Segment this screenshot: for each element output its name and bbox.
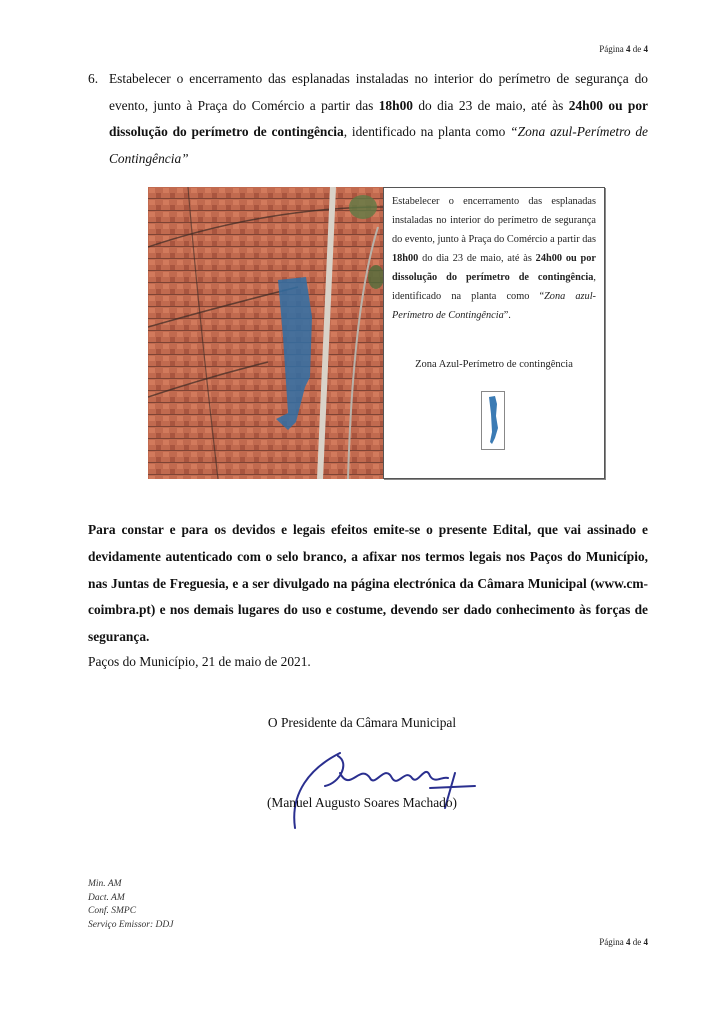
document-meta [88, 878, 173, 932]
legend-box [383, 187, 605, 479]
list-number: 6. [88, 71, 99, 86]
page-label: Página [599, 937, 624, 947]
italic-run: “Zona azul-Perímetro de Contingência” [109, 124, 648, 166]
zone-figure [148, 187, 605, 479]
map-image [148, 187, 383, 479]
page-total: 4 [643, 44, 648, 54]
signature-icon [280, 748, 480, 838]
meta-line: Conf. SMPC [88, 906, 137, 916]
text-run: , identificado na planta como [343, 124, 511, 139]
zone-shape-icon [482, 392, 504, 449]
legend-caption: Zona Azul-Perímetro de contingência [415, 359, 573, 370]
text-run: ”. [503, 310, 511, 321]
aerial-map [148, 187, 383, 479]
meta-line: Serviço Emissor: DDJ [88, 919, 174, 930]
meta-line: Dact. AM [88, 892, 125, 903]
italic-run: Zona azul-Perímetro de Contingência [392, 291, 596, 321]
page-sep: de [632, 937, 642, 947]
page-total: 4 [643, 937, 648, 947]
list-item-6 [88, 66, 648, 172]
header-page-number [599, 44, 648, 54]
place-date: Paços do Município, 21 de maio de 2021. [88, 654, 311, 669]
list-item-text [109, 66, 648, 172]
page-current: 4 [626, 44, 631, 54]
page-sep: de [632, 44, 642, 54]
text-run: do dia 23 de maio, até às [418, 253, 536, 264]
page-label: Página [599, 44, 624, 54]
legend-swatch [481, 391, 505, 450]
bold-run: 18h00 [378, 97, 413, 113]
bold-run: 24h00 ou por dissolução do perímetro de contingência [392, 253, 596, 283]
text-run: do dia 23 de maio, até às [412, 97, 569, 113]
page-current: 4 [626, 937, 631, 947]
bold-run: 24h00 ou por dissolução do perímetro de contingência [109, 97, 648, 139]
text-run: Estabelecer o encerramento das esplanadas instaladas no interior do perímetro de segurança do evento, junto à Praça do Comércio a partir das [392, 196, 596, 245]
bold-run: 18h00 [392, 253, 419, 264]
text-run: , identificado na planta como “ [392, 272, 596, 302]
signer-name: (Manuel Augusto Soares Machado) [266, 795, 458, 810]
footer-page-number [599, 937, 648, 947]
signer-title: O Presidente da Câmara Municipal [267, 715, 457, 730]
text-run: Estabelecer o encerramento das esplanadas instaladas no interior do perímetro de segurança do evento, junto à Praça do Comércio a partir das [109, 71, 648, 113]
closing-paragraph: Para constar e para os devidos e legais efeitos emite-se o presente Edital, que vai assinado e devidamente autenticado com o selo branco, a afixar nos termos legais nos Paços do Município, nas Juntas de Freguesia, e a ser divulgado na página electrónica da Câmara Municipal (www.cm-coimbra.pt) e nos demais lugares do uso e costume, devendo ser dado conhecimento às forças de segurança. [88, 522, 648, 645]
legend-text [392, 192, 596, 325]
meta-line: Min. AM [88, 879, 122, 889]
